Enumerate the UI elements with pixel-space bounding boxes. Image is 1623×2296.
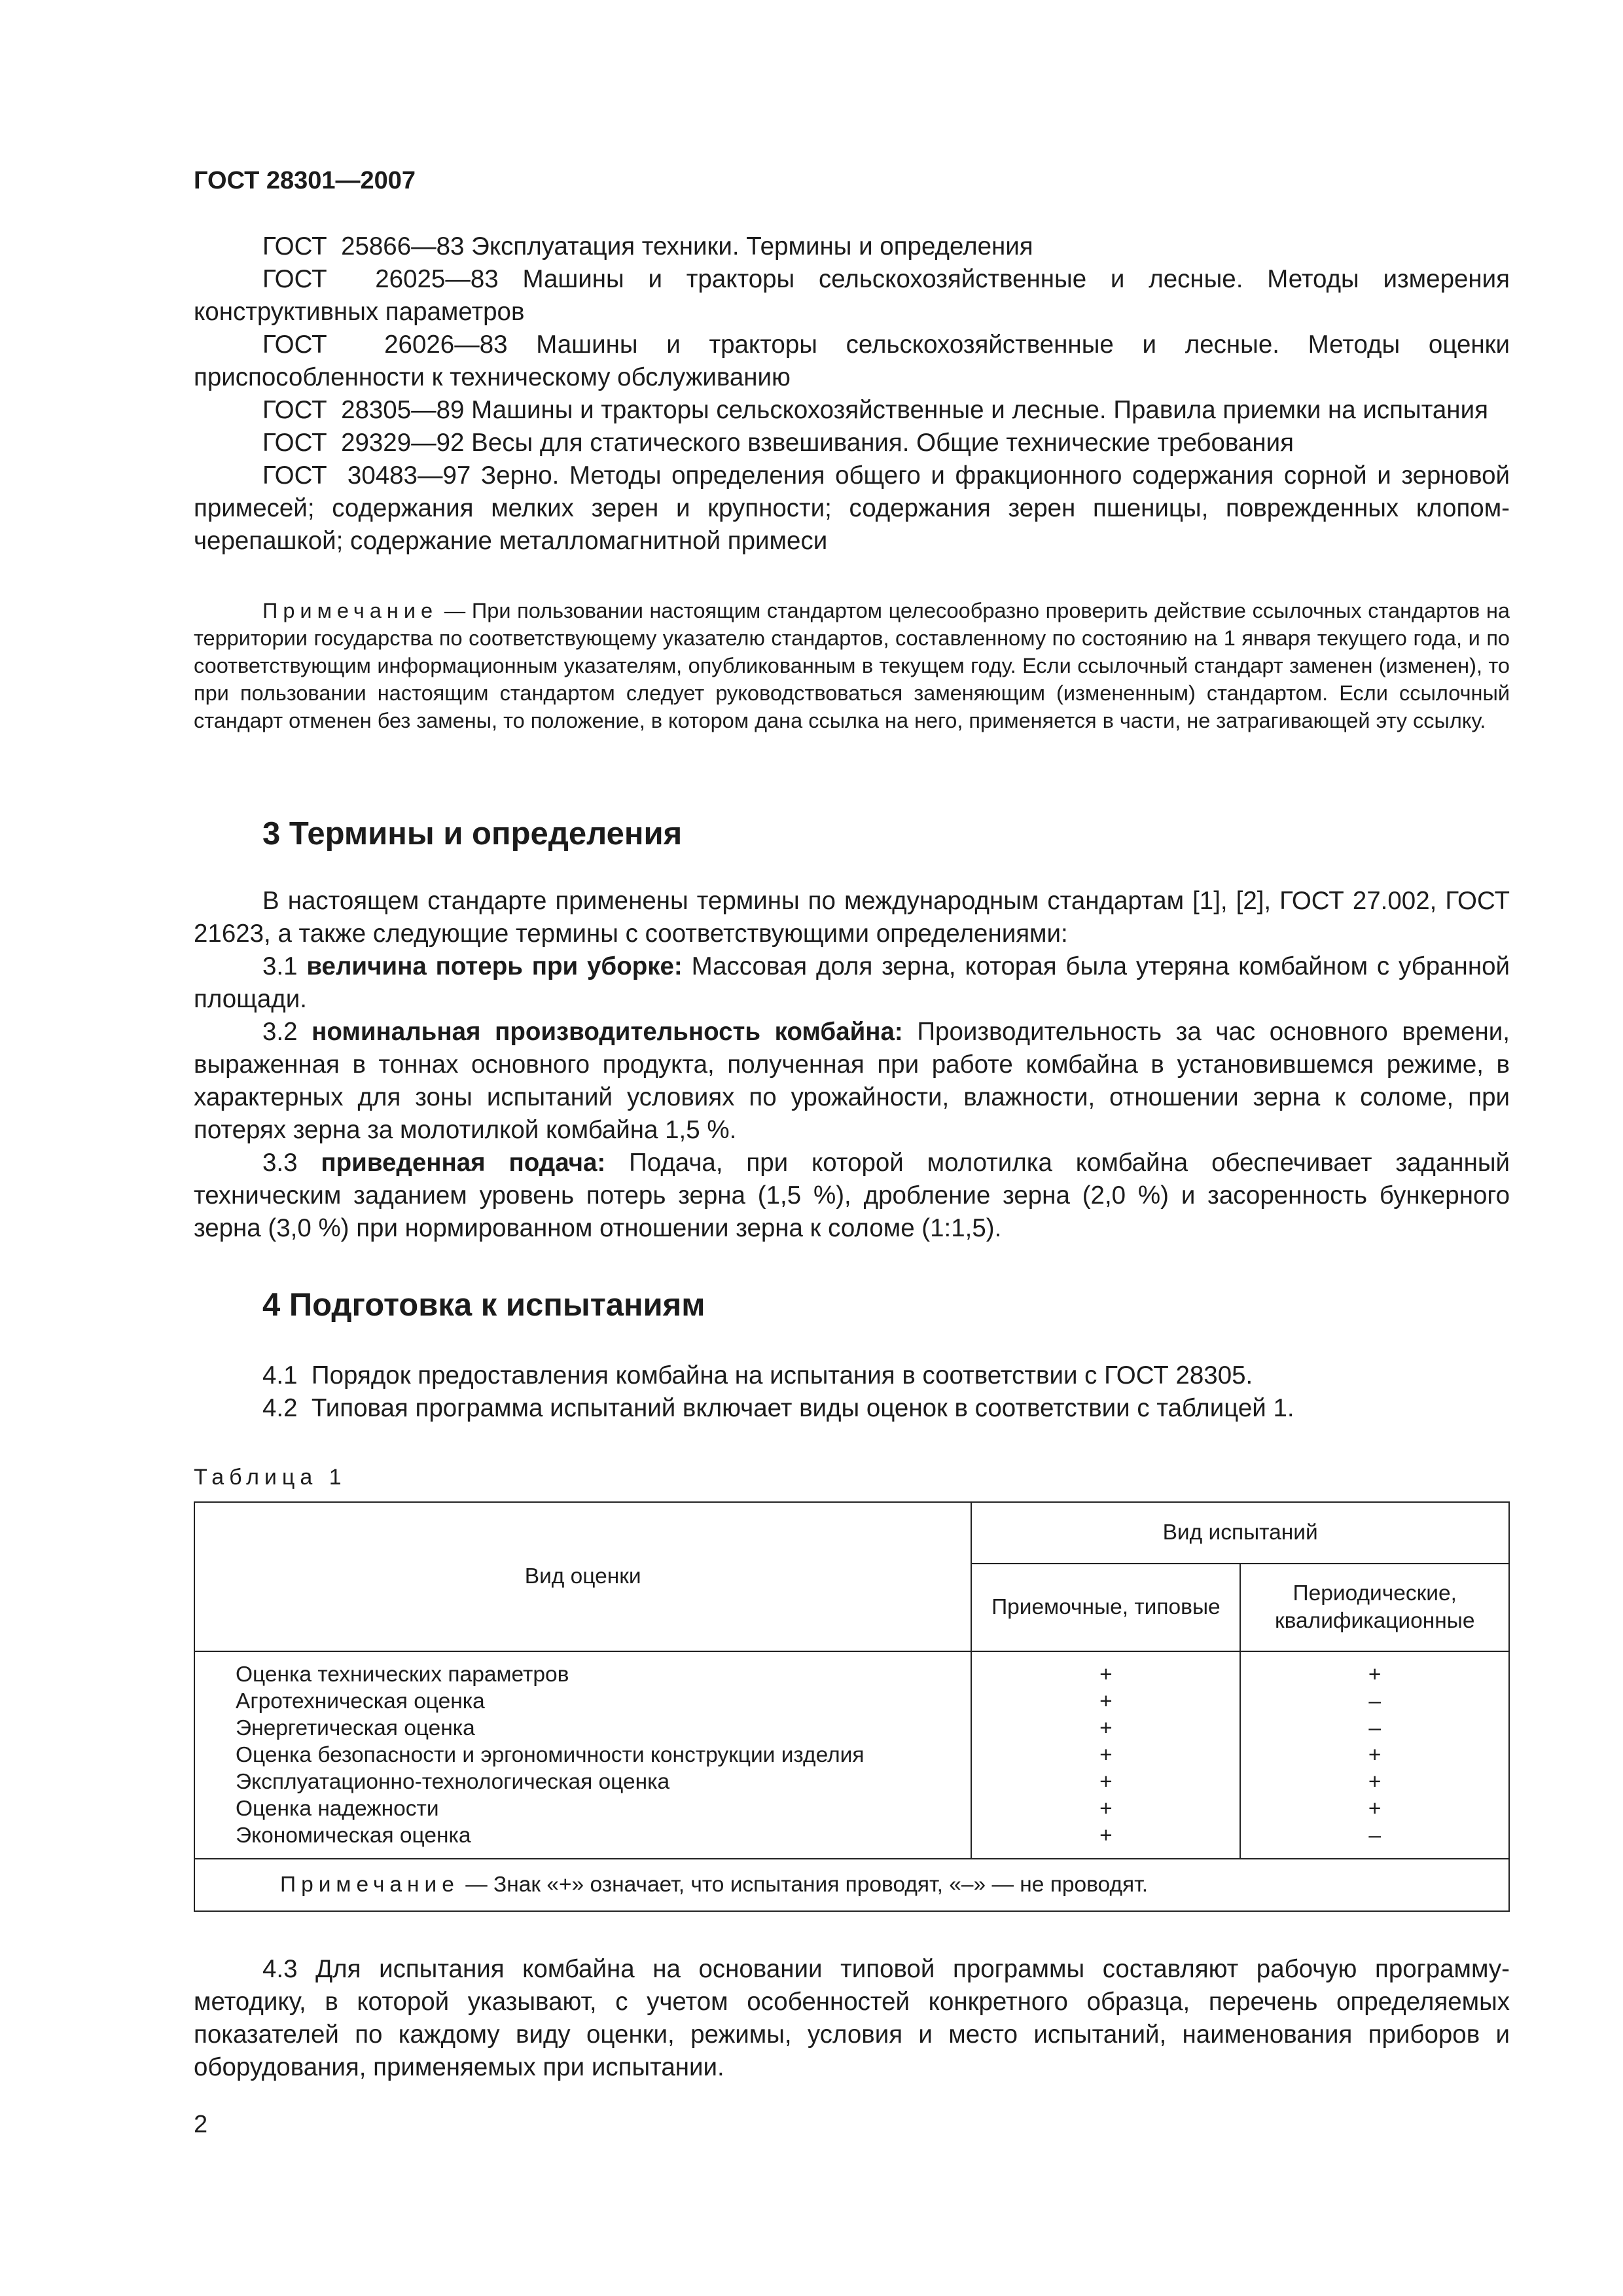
- table-row-name: Оценка надежности: [236, 1797, 439, 1821]
- references-list: [194, 230, 1510, 558]
- section-3-title: 3 Термины и определения: [262, 816, 683, 852]
- table-note: [194, 1859, 1509, 1911]
- reference-item: [194, 394, 1510, 427]
- reference-title: Весы для статического взвешивания. Общие технические требования: [471, 429, 1294, 457]
- section-4-title: 4 Подготовка к испытаниям: [262, 1287, 705, 1323]
- reference-code: ГОСТ 29329—92: [262, 429, 465, 457]
- table-row-name: Оценка безопасности и эргономичности конструкции изделия: [236, 1743, 865, 1767]
- reference-code: ГОСТ 28305—89: [262, 396, 465, 424]
- column-header-evaluation-type: Вид оценки: [194, 1502, 971, 1651]
- periodic-mark: +: [1368, 1797, 1382, 1821]
- term-3-3: [194, 1147, 1510, 1245]
- table-caption: Таблица 1: [194, 1465, 347, 1490]
- column-group-header: Вид испытаний: [971, 1502, 1509, 1564]
- table-row-name: Эксплуатационно-технологическая оценка: [236, 1770, 670, 1794]
- row-names-cell: [194, 1651, 971, 1859]
- periodic-mark: –: [1368, 1689, 1382, 1713]
- reference-title: Зерно. Методы определения общего и фракционного содержания сорной и зерновой примесей; содержания мелких зерен и крупности; содержания зерен пшеницы, поврежденных клопом-черепашкой; содержание металломагнитной примеси: [194, 461, 1510, 555]
- table-row-name: Агротехническая оценка: [236, 1689, 485, 1713]
- reference-item: [194, 329, 1510, 394]
- acceptance-mark: +: [1099, 1716, 1113, 1740]
- acceptance-mark: +: [1099, 1689, 1113, 1713]
- table-row-name: Оценка технических параметров: [236, 1662, 569, 1687]
- column-header-periodic-line1: Периодические,: [1293, 1581, 1457, 1605]
- acceptance-mark: +: [1099, 1823, 1113, 1848]
- acceptance-marks-cell: [971, 1651, 1240, 1859]
- acceptance-mark: +: [1099, 1770, 1113, 1794]
- reference-title: Машины и тракторы сельскохозяйственные и лесные. Правила приемки на испытания: [471, 396, 1488, 424]
- term-name: номинальная производительность комбайна:: [312, 1018, 903, 1046]
- reference-title: Машины и тракторы сельскохозяйственные и лесные. Методы измерения конструктивных параметров: [194, 265, 1510, 326]
- term-3-2: [194, 1016, 1510, 1147]
- periodic-marks-cell: [1240, 1651, 1509, 1859]
- term-name: приведенная подача:: [321, 1149, 606, 1177]
- column-header-periodic: [1240, 1564, 1509, 1651]
- paragraph-4-2: 4.2 Типовая программа испытаний включает виды оценок в соответствии с таблицей 1.: [262, 1394, 1294, 1422]
- reference-code: ГОСТ 25866—83: [262, 232, 465, 260]
- table-row-name: Энергетическая оценка: [236, 1716, 475, 1740]
- term-number: 3.1: [262, 952, 307, 980]
- table-note-text: — Знак «+» означает, что испытания проводят, «–» — не проводят.: [459, 1873, 1149, 1897]
- periodic-mark: –: [1368, 1823, 1382, 1848]
- term-number: 3.3: [262, 1149, 321, 1177]
- note-text: — При пользовании настоящим стандартом целесообразно проверить действие ссылочных стандартов на территории государства по соответствующему указателю стандартов, составленному по состоянию на 1 января текущего года, и по соответствующим информационным указателям, опубликованным в текущем году. Если ссылочный стандарт заменен (изменен), то при пользовании настоящим стандартом следует руководствоваться заменяющим (измененным) стандартом. Если ссылочный стандарт отменен без замены, то положение, в котором дана ссылка на него, применяется в части, не затрагивающей эту ссылку.: [194, 599, 1510, 732]
- periodic-mark: +: [1368, 1662, 1382, 1687]
- periodic-mark: +: [1368, 1770, 1382, 1794]
- table-row-name: Экономическая оценка: [236, 1823, 471, 1848]
- term-number: 3.2: [262, 1018, 312, 1046]
- term-definition: Массовая доля зерна, которая была утеряна комбайном с убранной площади.: [194, 952, 1510, 1013]
- acceptance-mark: +: [1099, 1743, 1113, 1767]
- note-block: [194, 597, 1510, 734]
- section-3-intro: В настоящем стандарте применены термины по международным стандартам [1], [2], ГОСТ 27.002, ГОСТ 21623, а также следующие термины с соответствующими определениями:: [194, 887, 1510, 948]
- table-note-label: Примечание: [280, 1873, 459, 1897]
- term-3-1: [194, 950, 1510, 1016]
- paragraph-4-3-block: [194, 1953, 1510, 2084]
- section-4-body: [194, 1359, 1510, 1425]
- document-code: ГОСТ 28301—2007: [194, 167, 416, 194]
- reference-item: [194, 263, 1510, 329]
- term-definition: Производительность за час основного времени, выраженная в тоннах основного продукта, полученная при работе комбайна в установившемся режиме, в характерных для зоны испытаний условиях по урожайности, влажности, отношении зерна к соломе, при потерях зерна за молотилкой комбайна 1,5 %.: [194, 1018, 1510, 1144]
- reference-code: ГОСТ 26025—83: [262, 265, 499, 293]
- reference-item: [194, 427, 1510, 459]
- column-header-periodic-line2: квалификационные: [1274, 1609, 1475, 1633]
- paragraph-4-3: 4.3 Для испытания комбайна на основании типовой программы составляют рабочую программу-методику, в которой указывают, с учетом особенностей конкретного образца, перечень определяемых показателей по каждому виду оценки, режимы, условия и место испытаний, наименования приборов и оборудования, применяемых при испытании.: [194, 1955, 1510, 2081]
- term-definition: Подача, при которой молотилка комбайна обеспечивает заданный техническим заданием уровень потерь зерна (1,5 %), дробление зерна (2,0 %) и засоренность бункерного зерна (3,0 %) при нормированном отношении зерна к соломе (1:1,5).: [194, 1149, 1510, 1242]
- acceptance-mark: +: [1099, 1797, 1113, 1821]
- reference-title: Эксплуатация техники. Термины и определения: [471, 232, 1033, 260]
- section-3-body: [194, 885, 1510, 1245]
- periodic-mark: +: [1368, 1743, 1382, 1767]
- term-name: величина потерь при уборке:: [306, 952, 683, 980]
- periodic-mark: –: [1368, 1716, 1382, 1740]
- paragraph-4-1: 4.1 Порядок предоставления комбайна на испытания в соответствии с ГОСТ 28305.: [262, 1361, 1253, 1390]
- reference-code: ГОСТ 26026—83: [262, 331, 508, 359]
- note-label: Примечание: [262, 599, 438, 622]
- reference-code: ГОСТ 30483—97: [262, 461, 471, 490]
- evaluation-table: [194, 1501, 1510, 1912]
- column-header-acceptance: Приемочные, типовые: [971, 1564, 1240, 1651]
- acceptance-mark: +: [1099, 1662, 1113, 1687]
- page-number: 2: [194, 2111, 208, 2138]
- reference-item: [194, 459, 1510, 558]
- reference-item: [194, 230, 1510, 263]
- reference-title: Машины и тракторы сельскохозяйственные и лесные. Методы оценки приспособленности к техническому обслуживанию: [194, 331, 1510, 391]
